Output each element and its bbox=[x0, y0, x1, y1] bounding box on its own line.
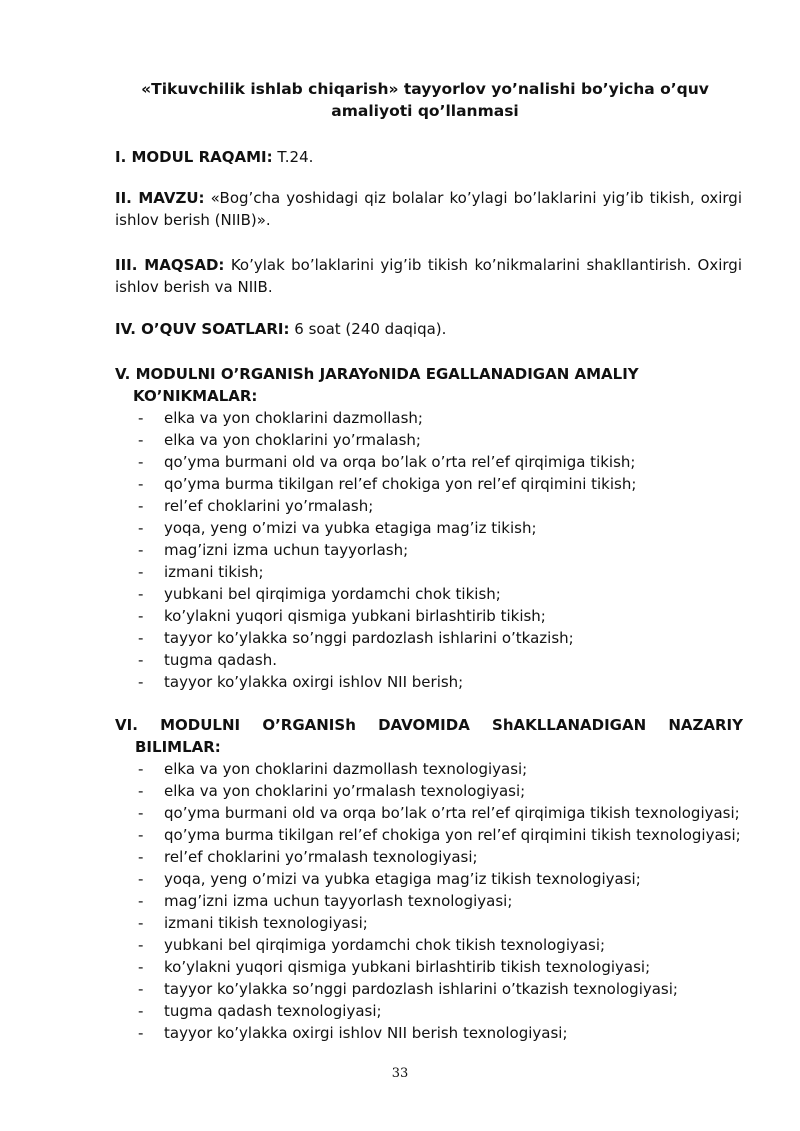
dash-bullet: - bbox=[138, 914, 144, 932]
list-item-text: ko’ylakni yuqori qismiga yubkani birlashtirib tikish texnologiyasi; bbox=[164, 958, 651, 976]
dash-bullet: - bbox=[138, 563, 144, 581]
section-text: T.24. bbox=[272, 148, 314, 166]
title-line-2: amaliyoti qo’llanmasi bbox=[331, 102, 519, 120]
section-study-hours bbox=[115, 318, 742, 340]
list-item bbox=[138, 912, 741, 934]
list-item-text: tugma qadash. bbox=[164, 651, 277, 669]
dash-bullet: - bbox=[138, 453, 144, 471]
dash-bullet: - bbox=[138, 673, 144, 691]
theoretical-knowledge-list bbox=[138, 758, 741, 1044]
list-item-text: mag’izni izma uchun tayyorlash; bbox=[164, 541, 409, 559]
heading-line-2: KO’NIKMALAR: bbox=[133, 387, 258, 405]
heading-line-2: BILIMLAR: bbox=[135, 738, 221, 756]
list-item bbox=[138, 495, 636, 517]
list-item-text: tayyor ko’ylakka oxirgi ishlov NII berish; bbox=[164, 673, 464, 691]
list-item bbox=[138, 846, 741, 868]
list-item-text: yubkani bel qirqimiga yordamchi chok tikish texnologiyasi; bbox=[164, 936, 606, 954]
list-item-text: elka va yon choklarini dazmollash; bbox=[164, 409, 423, 427]
list-item bbox=[138, 890, 741, 912]
list-item-text: yubkani bel qirqimiga yordamchi chok tikish; bbox=[164, 585, 501, 603]
dash-bullet: - bbox=[138, 782, 144, 800]
dash-bullet: - bbox=[138, 826, 144, 844]
list-item bbox=[138, 802, 741, 824]
list-item-text: qo’yma burmani old va orqa bo’lak o’rta rel’ef qirqimiga tikish; bbox=[164, 453, 636, 471]
list-item-text: tayyor ko’ylakka oxirgi ishlov NII berish texnologiyasi; bbox=[164, 1024, 568, 1042]
heading-line-1: VI. MODULNI O’RGANISh DAVOMIDA ShAKLLANADIGAN NAZARIY bbox=[115, 716, 743, 734]
section-goal bbox=[115, 254, 742, 298]
practical-skills-list bbox=[138, 407, 636, 693]
dash-bullet: - bbox=[138, 475, 144, 493]
heading-line-1: V. MODULNI O’RGANISh JARAYoNIDA EGALLANADIGAN AMALIY bbox=[115, 365, 639, 383]
list-item bbox=[138, 561, 636, 583]
dash-bullet: - bbox=[138, 585, 144, 603]
list-item bbox=[138, 868, 741, 890]
list-item bbox=[138, 473, 636, 495]
list-item bbox=[138, 605, 636, 627]
list-item bbox=[138, 1000, 741, 1022]
dash-bullet: - bbox=[138, 760, 144, 778]
list-item bbox=[138, 429, 636, 451]
list-item bbox=[138, 583, 636, 605]
dash-bullet: - bbox=[138, 497, 144, 515]
list-item bbox=[138, 956, 741, 978]
section-label: IV. O’QUV SOATLARI: bbox=[115, 320, 290, 338]
section-module-number bbox=[115, 146, 742, 168]
dash-bullet: - bbox=[138, 892, 144, 910]
dash-bullet: - bbox=[138, 958, 144, 976]
list-item-text: qo’yma burmani old va orqa bo’lak o’rta rel’ef qirqimiga tikish texnologiyasi; bbox=[164, 804, 740, 822]
list-item-text: rel’ef choklarini yo’rmalash texnologiyasi; bbox=[164, 848, 478, 866]
list-item bbox=[138, 934, 741, 956]
list-item-text: elka va yon choklarini yo’rmalash; bbox=[164, 431, 421, 449]
list-item-text: tayyor ko’ylakka so’nggi pardozlash ishlarini o’tkazish texnologiyasi; bbox=[164, 980, 678, 998]
section-practical-skills-heading bbox=[115, 363, 755, 407]
dash-bullet: - bbox=[138, 409, 144, 427]
list-item bbox=[138, 407, 636, 429]
list-item-text: mag’izni izma uchun tayyorlash texnologiyasi; bbox=[164, 892, 513, 910]
page-number: 33 bbox=[391, 1066, 409, 1081]
dash-bullet: - bbox=[138, 519, 144, 537]
section-label: I. MODUL RAQAMI: bbox=[115, 148, 273, 166]
list-item-text: izmani tikish; bbox=[164, 563, 264, 581]
dash-bullet: - bbox=[138, 1024, 144, 1042]
list-item bbox=[138, 824, 741, 846]
list-item bbox=[138, 671, 636, 693]
section-label: III. MAQSAD: bbox=[115, 256, 225, 274]
list-item bbox=[138, 780, 741, 802]
list-item-text: tugma qadash texnologiyasi; bbox=[164, 1002, 382, 1020]
list-item bbox=[138, 1022, 741, 1044]
list-item-text: elka va yon choklarini dazmollash texnologiyasi; bbox=[164, 760, 528, 778]
list-item-text: ko’ylakni yuqori qismiga yubkani birlashtirib tikish; bbox=[164, 607, 546, 625]
list-item bbox=[138, 978, 741, 1000]
dash-bullet: - bbox=[138, 936, 144, 954]
section-topic bbox=[115, 187, 742, 231]
dash-bullet: - bbox=[138, 1002, 144, 1020]
list-item bbox=[138, 451, 636, 473]
dash-bullet: - bbox=[138, 870, 144, 888]
list-item bbox=[138, 539, 636, 561]
list-item-text: yoqa, yeng o’mizi va yubka etagiga mag’iz tikish texnologiyasi; bbox=[164, 870, 641, 888]
dash-bullet: - bbox=[138, 804, 144, 822]
list-item-text: elka va yon choklarini yo’rmalash texnologiyasi; bbox=[164, 782, 526, 800]
list-item-text: tayyor ko’ylakka so’nggi pardozlash ishlarini o’tkazish; bbox=[164, 629, 574, 647]
dash-bullet: - bbox=[138, 607, 144, 625]
list-item bbox=[138, 758, 741, 780]
section-text: 6 soat (240 daqiqa). bbox=[289, 320, 447, 338]
dash-bullet: - bbox=[138, 980, 144, 998]
section-theoretical-knowledge-heading bbox=[115, 714, 743, 758]
section-label: II. MAVZU: bbox=[115, 189, 205, 207]
list-item-text: yoqa, yeng o’mizi va yubka etagiga mag’iz tikish; bbox=[164, 519, 537, 537]
dash-bullet: - bbox=[138, 848, 144, 866]
page-title bbox=[110, 78, 740, 122]
title-line-1: «Tikuvchilik ishlab chiqarish» tayyorlov yo’nalishi bo’yicha o’quv bbox=[141, 80, 709, 98]
section-text: Ko’ylak bo’laklarini yig’ib tikish ko’nikmalarini shakllantirish. Oxirgi ishlov berish va NIIB. bbox=[115, 256, 743, 296]
section-text: «Bog’cha yoshidagi qiz bolalar ko’ylagi bo’laklarini yig’ib tikish, oxirgi ishlov berish (NIIB)». bbox=[115, 189, 743, 229]
list-item-text: qo’yma burma tikilgan rel’ef chokiga yon rel’ef qirqimini tikish texnologiyasi; bbox=[164, 826, 741, 844]
dash-bullet: - bbox=[138, 431, 144, 449]
list-item-text: rel’ef choklarini yo’rmalash; bbox=[164, 497, 374, 515]
list-item bbox=[138, 627, 636, 649]
dash-bullet: - bbox=[138, 541, 144, 559]
list-item bbox=[138, 517, 636, 539]
dash-bullet: - bbox=[138, 629, 144, 647]
dash-bullet: - bbox=[138, 651, 144, 669]
list-item-text: izmani tikish texnologiyasi; bbox=[164, 914, 368, 932]
list-item bbox=[138, 649, 636, 671]
list-item-text: qo’yma burma tikilgan rel’ef chokiga yon rel’ef qirqimini tikish; bbox=[164, 475, 637, 493]
